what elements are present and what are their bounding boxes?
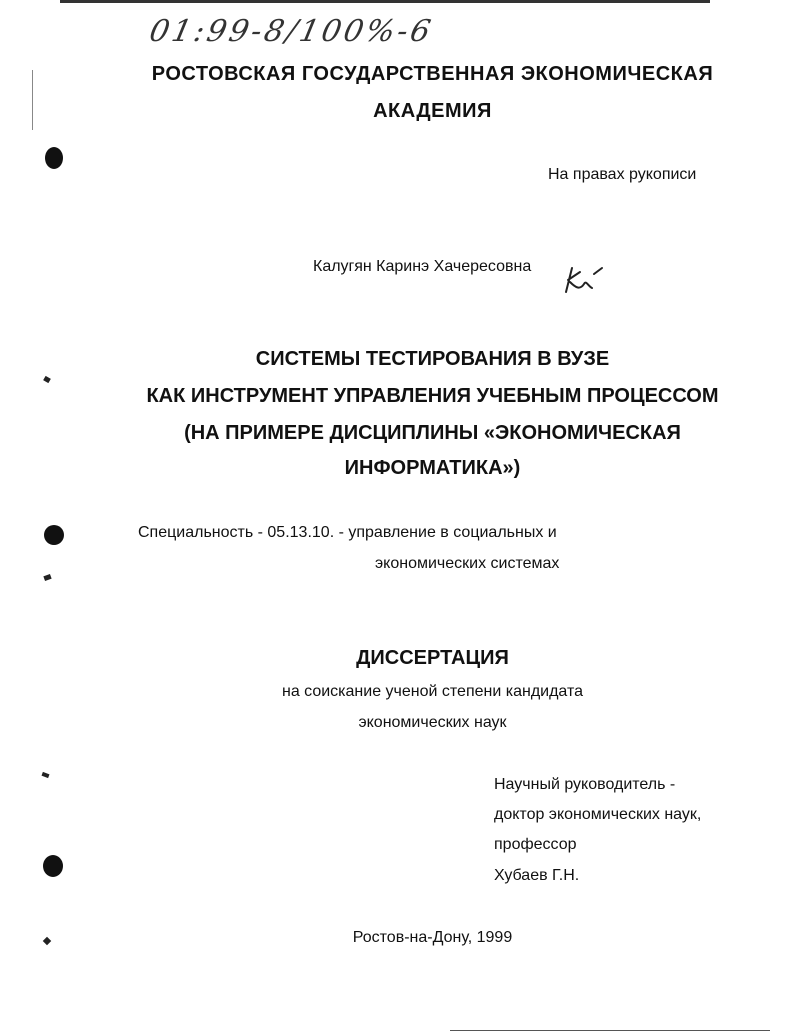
- thesis-title-line-3: (НА ПРИМЕРЕ ДИСЦИПЛИНЫ «ЭКОНОМИЧЕСКАЯ: [184, 422, 681, 444]
- place-and-year: Ростов-на-Дону, 1999: [352, 929, 513, 946]
- binding-hole-1: [45, 147, 63, 169]
- document-type-heading: ДИССЕРТАЦИЯ: [356, 647, 509, 669]
- binding-hole-2: [44, 525, 64, 545]
- scan-top-edge: [60, 0, 710, 3]
- specialty-line-1: Специальность - 05.13.10. - управление в социальных и: [138, 524, 557, 541]
- author-signature: [558, 262, 608, 298]
- manuscript-rights: На правах рукописи: [548, 166, 697, 183]
- scan-speck-2: [43, 574, 51, 581]
- author-name: Калугян Каринэ Хачересовна: [313, 258, 532, 275]
- supervisor-label: Научный руководитель -: [494, 776, 676, 793]
- organization-name: РОСТОВСКАЯ ГОСУДАРСТВЕННАЯ ЭКОНОМИЧЕСКАЯ: [151, 63, 714, 85]
- archive-stamp: 01:99-8/100%-6: [146, 14, 437, 49]
- supervisor-name: Хубаев Г.Н.: [494, 867, 580, 884]
- specialty-line-2: экономических системах: [375, 555, 560, 572]
- supervisor-title: профессор: [494, 836, 577, 853]
- scan-speck-3: [42, 772, 50, 778]
- scan-speck-1: [43, 376, 51, 383]
- thesis-title-line-4: ИНФОРМАТИКА»): [344, 457, 521, 479]
- supervisor-degree: доктор экономических наук,: [494, 806, 702, 823]
- degree-line-2: экономических наук: [358, 714, 507, 731]
- binding-hole-3: [43, 855, 63, 877]
- thesis-title-line-1: СИСТЕМЫ ТЕСТИРОВАНИЯ В ВУЗЕ: [255, 348, 610, 370]
- degree-line-1: на соискание ученой степени кандидата: [281, 683, 584, 700]
- organization-name-cont: АКАДЕМИЯ: [373, 100, 492, 122]
- thesis-title-line-2: КАК ИНСТРУМЕНТ УПРАВЛЕНИЯ УЧЕБНЫМ ПРОЦЕССОМ: [146, 385, 719, 407]
- scan-bottom-edge: [450, 1030, 770, 1031]
